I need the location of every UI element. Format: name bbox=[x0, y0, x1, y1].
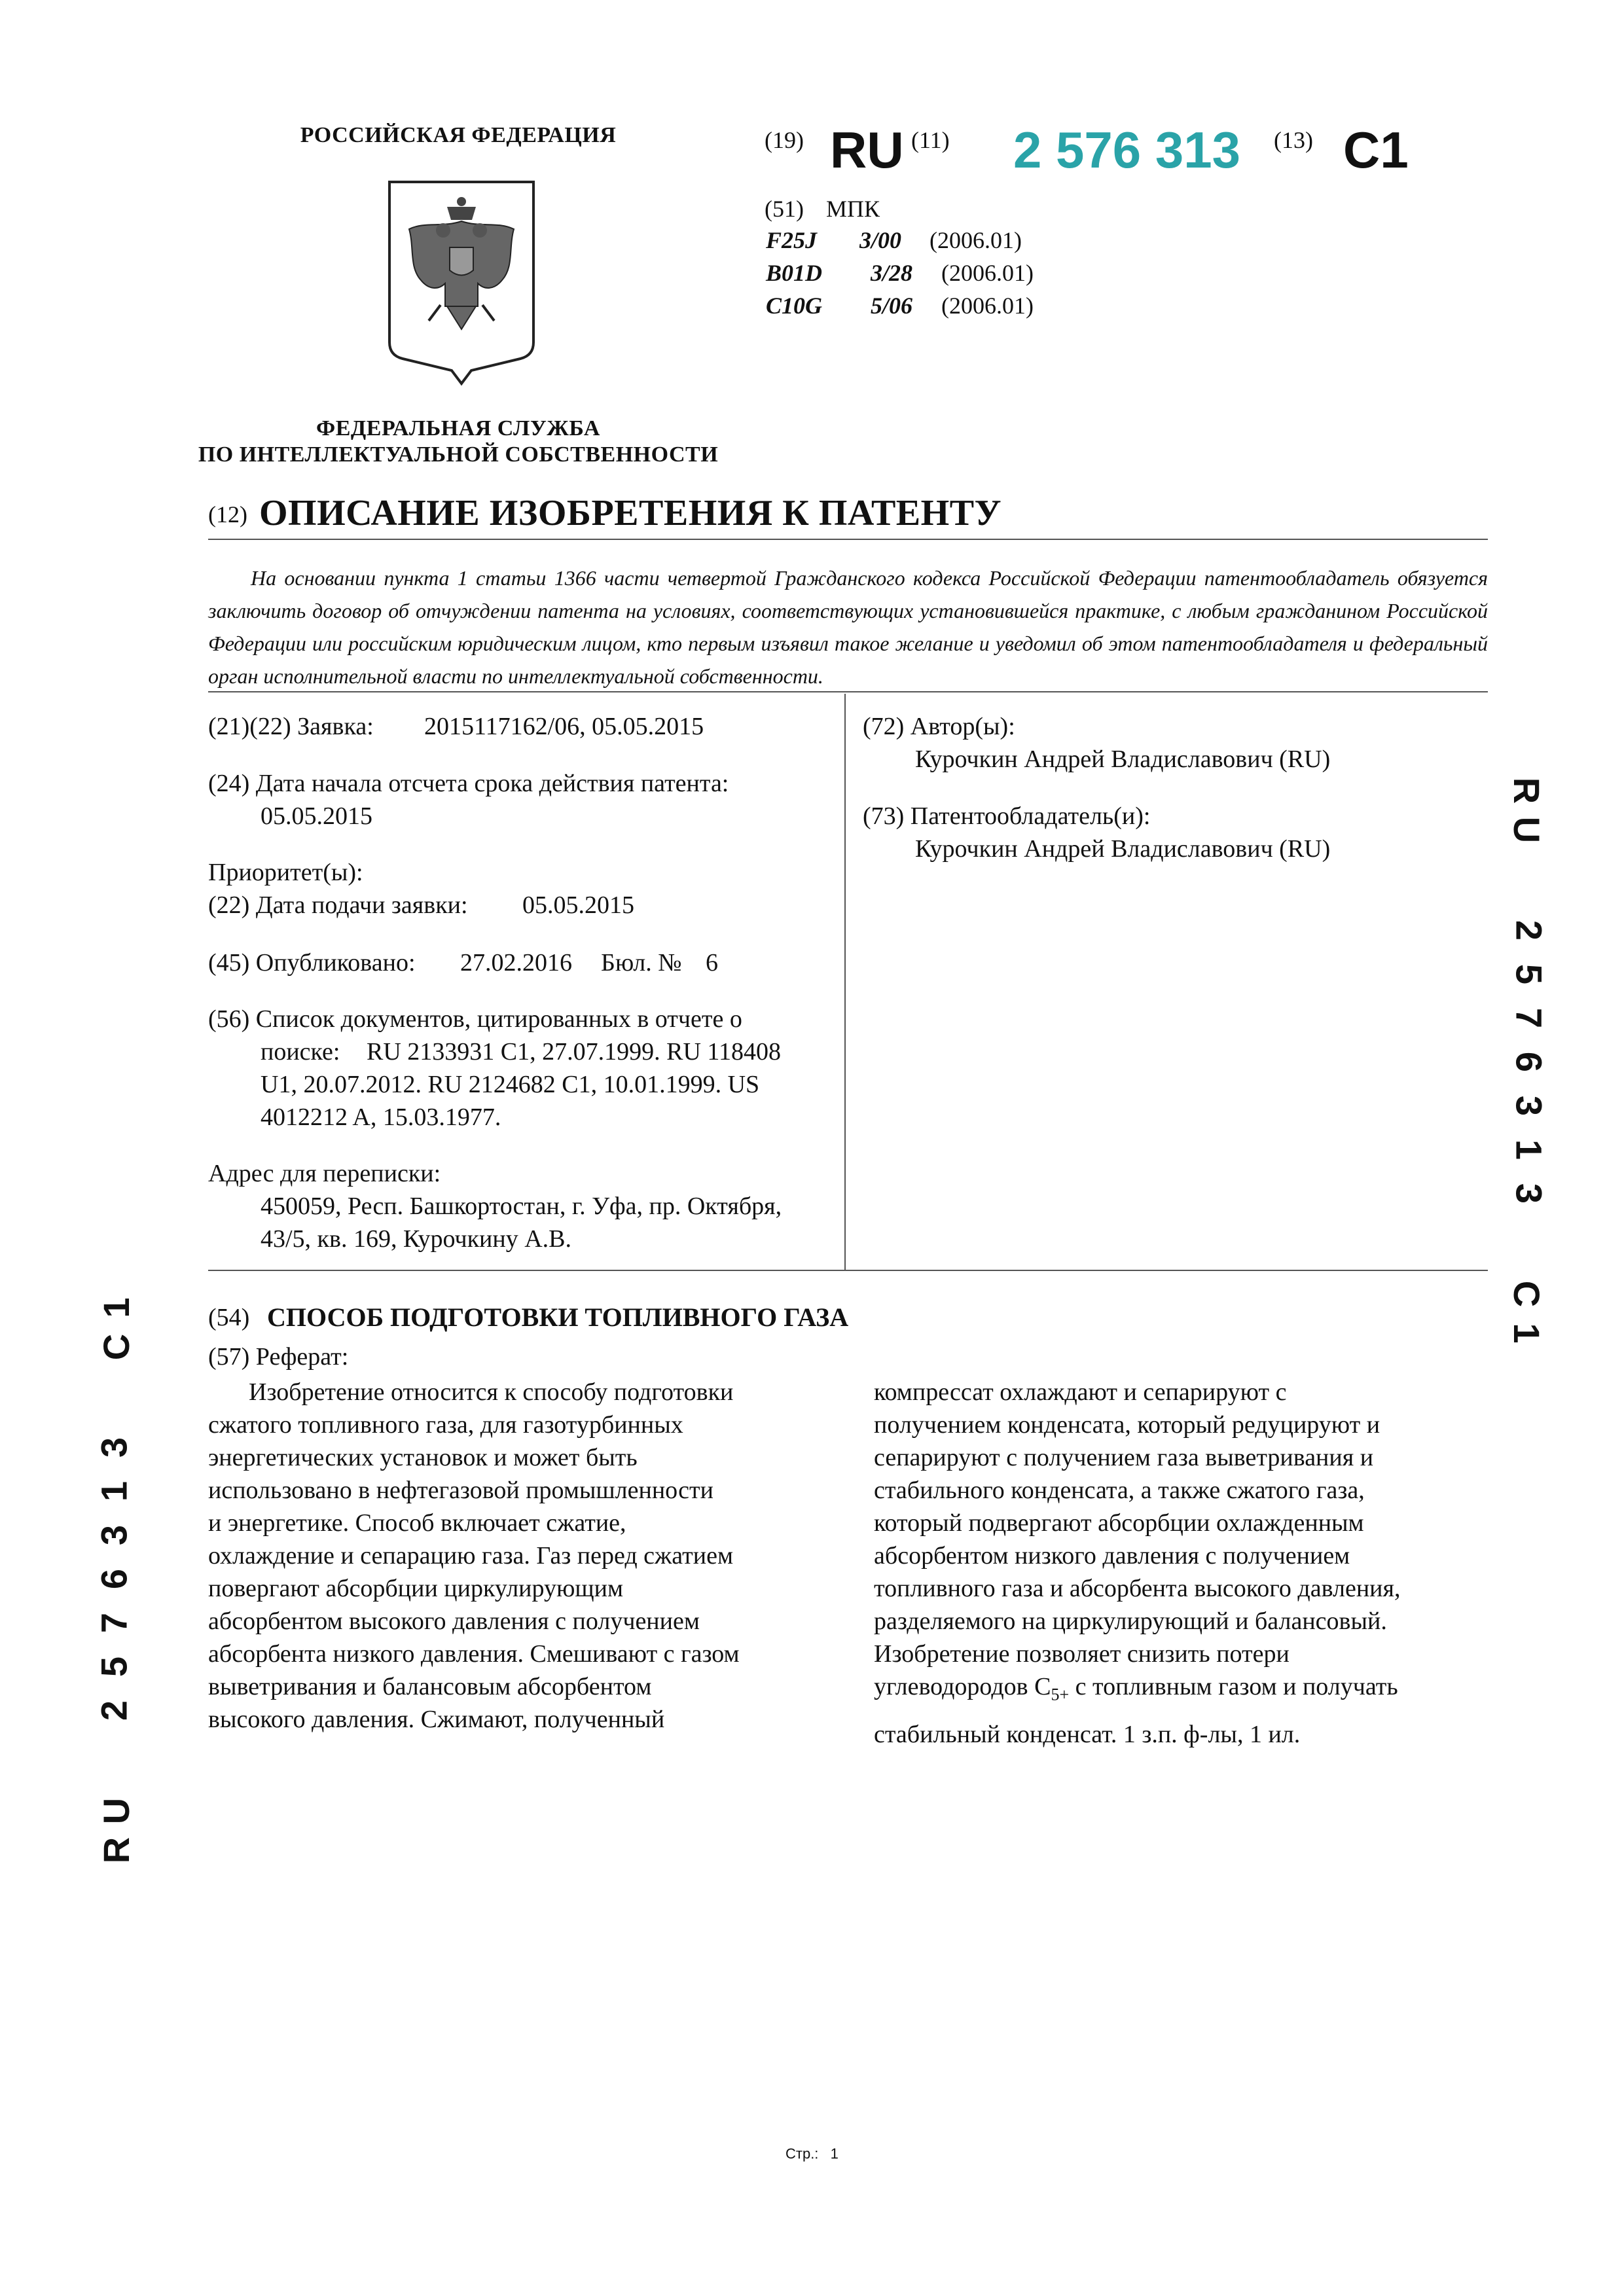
side-patent-number-left bbox=[92, 1288, 137, 1870]
page-label: Стр.: bbox=[785, 2145, 819, 2162]
abstract-line-formula bbox=[874, 1670, 1463, 1712]
owner-value: Курочкин Андрей Владиславович (RU) bbox=[915, 835, 1331, 863]
side-char: 2 bbox=[1508, 920, 1550, 941]
side-char: 1 bbox=[1506, 1323, 1547, 1344]
bulletin-value: 6 bbox=[706, 949, 718, 977]
code-19: (19) bbox=[765, 127, 804, 153]
document-title: ОПИСАНИЕ ИЗОБРЕТЕНИЯ К ПАТЕНТУ bbox=[259, 493, 1002, 533]
abstract-line: разделяемого на циркулирующий и балансовый. bbox=[874, 1607, 1387, 1635]
side-char: 5 bbox=[93, 1656, 135, 1677]
side-char: 3 bbox=[93, 1524, 135, 1546]
abstract-line: повергают абсорбции циркулирующим bbox=[208, 1575, 624, 1602]
abstract-label: (57) Реферат: bbox=[208, 1343, 349, 1371]
ipc-group: 5/06 bbox=[871, 293, 913, 319]
side-char: 3 bbox=[1508, 1095, 1550, 1117]
abstract-line: Изобретение позволяет снизить потери bbox=[874, 1640, 1290, 1668]
patent-number: 2 576 313 bbox=[1013, 121, 1241, 179]
country-name: РОССИЙСКАЯ ФЕДЕРАЦИЯ bbox=[300, 123, 617, 147]
abstract-line: получением конденсата, который редуцируют и bbox=[874, 1411, 1380, 1439]
country-code: RU bbox=[830, 121, 904, 179]
fields-divider bbox=[208, 1270, 1488, 1271]
priority-label: Приоритет(ы): bbox=[208, 859, 363, 886]
term-start-label: (24) Дата начала отсчета срока действия патента: bbox=[208, 770, 729, 797]
code-11: (11) bbox=[911, 127, 950, 153]
abstract-line: абсорбентом низкого давления с получением bbox=[874, 1542, 1350, 1570]
obligation-notice: На основании пункта 1 статьи 1366 части четвертой Гражданского кодекса Российской Федерации патентообладатель обязуется заключить договор об отчуждении патента на условиях, соответствующих установившейся практике, с любым гражданином Российской Федерации или российским юридическим лицом, кто первым изъявил такое желание и уведомил об этом патентообладателя и федеральный орган исполнительной власти по интеллектуальной собственности. bbox=[208, 566, 1488, 688]
page-number-value: 1 bbox=[830, 2145, 839, 2162]
agency-name-line2: ПО ИНТЕЛЛЕКТУАЛЬНОЙ СОБСТВЕННОСТИ bbox=[198, 442, 719, 467]
side-char: 6 bbox=[93, 1568, 135, 1590]
side-char: 7 bbox=[1508, 1007, 1550, 1029]
term-start-value: 05.05.2015 bbox=[261, 802, 372, 830]
side-char: 1 bbox=[96, 1297, 137, 1318]
side-char: U bbox=[96, 1797, 137, 1825]
kind-code: C1 bbox=[1343, 121, 1409, 179]
abstract-line: выветривания и балансовым абсорбентом bbox=[208, 1673, 652, 1700]
abstract-left-column bbox=[208, 1376, 797, 1736]
cited-docs-value: U1, 20.07.2012. RU 2124682 C1, 10.01.1999. US bbox=[261, 1071, 760, 1098]
address-label: Адрес для переписки: bbox=[208, 1160, 441, 1187]
ipc-version: (2006.01) bbox=[941, 293, 1034, 319]
abstract-line: компрессат охлаждают и сепарируют с bbox=[874, 1378, 1287, 1406]
side-char: 1 bbox=[93, 1480, 135, 1502]
code-13: (13) bbox=[1274, 127, 1313, 153]
side-char: 2 bbox=[93, 1700, 135, 1721]
abstract-line: высокого давления. Сжимают, полученный bbox=[208, 1706, 665, 1733]
agency-name-line1: ФЕДЕРАЛЬНАЯ СЛУЖБА bbox=[316, 416, 600, 440]
notice-divider bbox=[208, 691, 1488, 692]
abstract-line: и энергетике. Способ включает сжатие, bbox=[208, 1509, 626, 1537]
side-char: 6 bbox=[1508, 1051, 1550, 1073]
page-number bbox=[785, 2145, 839, 2162]
abstract-line: топливного газа и абсорбента высокого давления, bbox=[874, 1575, 1401, 1602]
title-divider bbox=[208, 539, 1488, 540]
abstract-line: который подвергают абсорбции охлажденным bbox=[874, 1509, 1364, 1537]
abstract-line: Изобретение относится к способу подготовки bbox=[249, 1378, 734, 1406]
cited-docs-value: 4012212 A, 15.03.1977. bbox=[261, 1103, 501, 1131]
ipc-group: 3/00 bbox=[859, 227, 902, 253]
side-patent-number-right bbox=[1506, 771, 1551, 1353]
abstract-line: энергетических установок и может быть bbox=[208, 1444, 638, 1471]
side-char: R bbox=[1506, 777, 1547, 804]
author-value: Курочкин Андрей Владиславович (RU) bbox=[915, 745, 1331, 773]
address-line: 450059, Респ. Башкортостан, г. Уфа, пр. Октября, bbox=[261, 1193, 782, 1220]
side-char: C bbox=[1506, 1280, 1547, 1308]
side-char: U bbox=[1506, 816, 1547, 844]
c5-subscript: 5+ bbox=[1051, 1685, 1070, 1704]
abstract-line: стабильного конденсата, а также сжатого газа, bbox=[874, 1477, 1365, 1504]
abstract-line: стабильный конденсат. 1 з.п. ф-лы, 1 ил. bbox=[874, 1720, 1301, 1748]
bulletin-label: Бюл. № bbox=[601, 949, 682, 977]
application-value: 2015117162/06, 05.05.2015 bbox=[424, 713, 704, 740]
column-divider bbox=[844, 694, 846, 1270]
abstract-line: абсорбента низкого давления. Смешивают с газом bbox=[208, 1640, 740, 1668]
side-char: C bbox=[96, 1333, 137, 1361]
ipc-class: F25J bbox=[766, 227, 818, 253]
address-line: 43/5, кв. 169, Курочкину А.В. bbox=[261, 1225, 571, 1253]
cited-docs-label-cont: поиске: bbox=[261, 1038, 340, 1066]
ipc-version: (2006.01) bbox=[941, 260, 1034, 286]
side-char: 7 bbox=[93, 1612, 135, 1634]
ipc-class: C10G bbox=[766, 293, 823, 319]
abstract-text: углеводородов C bbox=[874, 1673, 1051, 1700]
cited-docs-label: (56) Список документов, цитированных в отчете о bbox=[208, 1005, 742, 1033]
title-code: (12) bbox=[208, 501, 247, 528]
abstract-line: использовано в нефтегазовой промышленности bbox=[208, 1477, 713, 1504]
owner-label: (73) Патентообладатель(и): bbox=[863, 802, 1151, 830]
invention-title: СПОСОБ ПОДГОТОВКИ ТОПЛИВНОГО ГАЗА bbox=[267, 1302, 849, 1332]
cited-docs-value: RU 2133931 C1, 27.07.1999. RU 118408 bbox=[367, 1038, 782, 1066]
invention-title-code: (54) bbox=[208, 1304, 250, 1331]
published-value: 27.02.2016 bbox=[460, 949, 572, 977]
abstract-line: охлаждение и сепарацию газа. Газ перед сжатием bbox=[208, 1542, 734, 1570]
ipc-label: МПК bbox=[826, 196, 880, 222]
side-char: 3 bbox=[1508, 1183, 1550, 1204]
abstract-line: сепарируют с получением газа выветривания и bbox=[874, 1444, 1374, 1471]
filing-date-label: (22) Дата подачи заявки: bbox=[208, 891, 468, 919]
side-char: R bbox=[96, 1837, 137, 1864]
abstract-line: сжатого топливного газа, для газотурбинных bbox=[208, 1411, 683, 1439]
ipc-version: (2006.01) bbox=[929, 227, 1022, 253]
side-char: 5 bbox=[1508, 963, 1550, 985]
author-label: (72) Автор(ы): bbox=[863, 713, 1015, 740]
ipc-group: 3/28 bbox=[871, 260, 913, 286]
side-char: 3 bbox=[93, 1437, 135, 1458]
ipc-code: (51) bbox=[765, 196, 804, 222]
abstract-right-column bbox=[874, 1376, 1463, 1751]
published-label: (45) Опубликовано: bbox=[208, 949, 416, 977]
abstract-text: с топливным газом и получать bbox=[1069, 1673, 1398, 1700]
application-label: (21)(22) Заявка: bbox=[208, 713, 374, 740]
side-char: 1 bbox=[1508, 1139, 1550, 1160]
coat-of-arms-icon bbox=[363, 175, 560, 391]
ipc-class: B01D bbox=[766, 260, 823, 286]
abstract-line: абсорбентом высокого давления с получением bbox=[208, 1607, 700, 1635]
filing-date-value: 05.05.2015 bbox=[522, 891, 634, 919]
